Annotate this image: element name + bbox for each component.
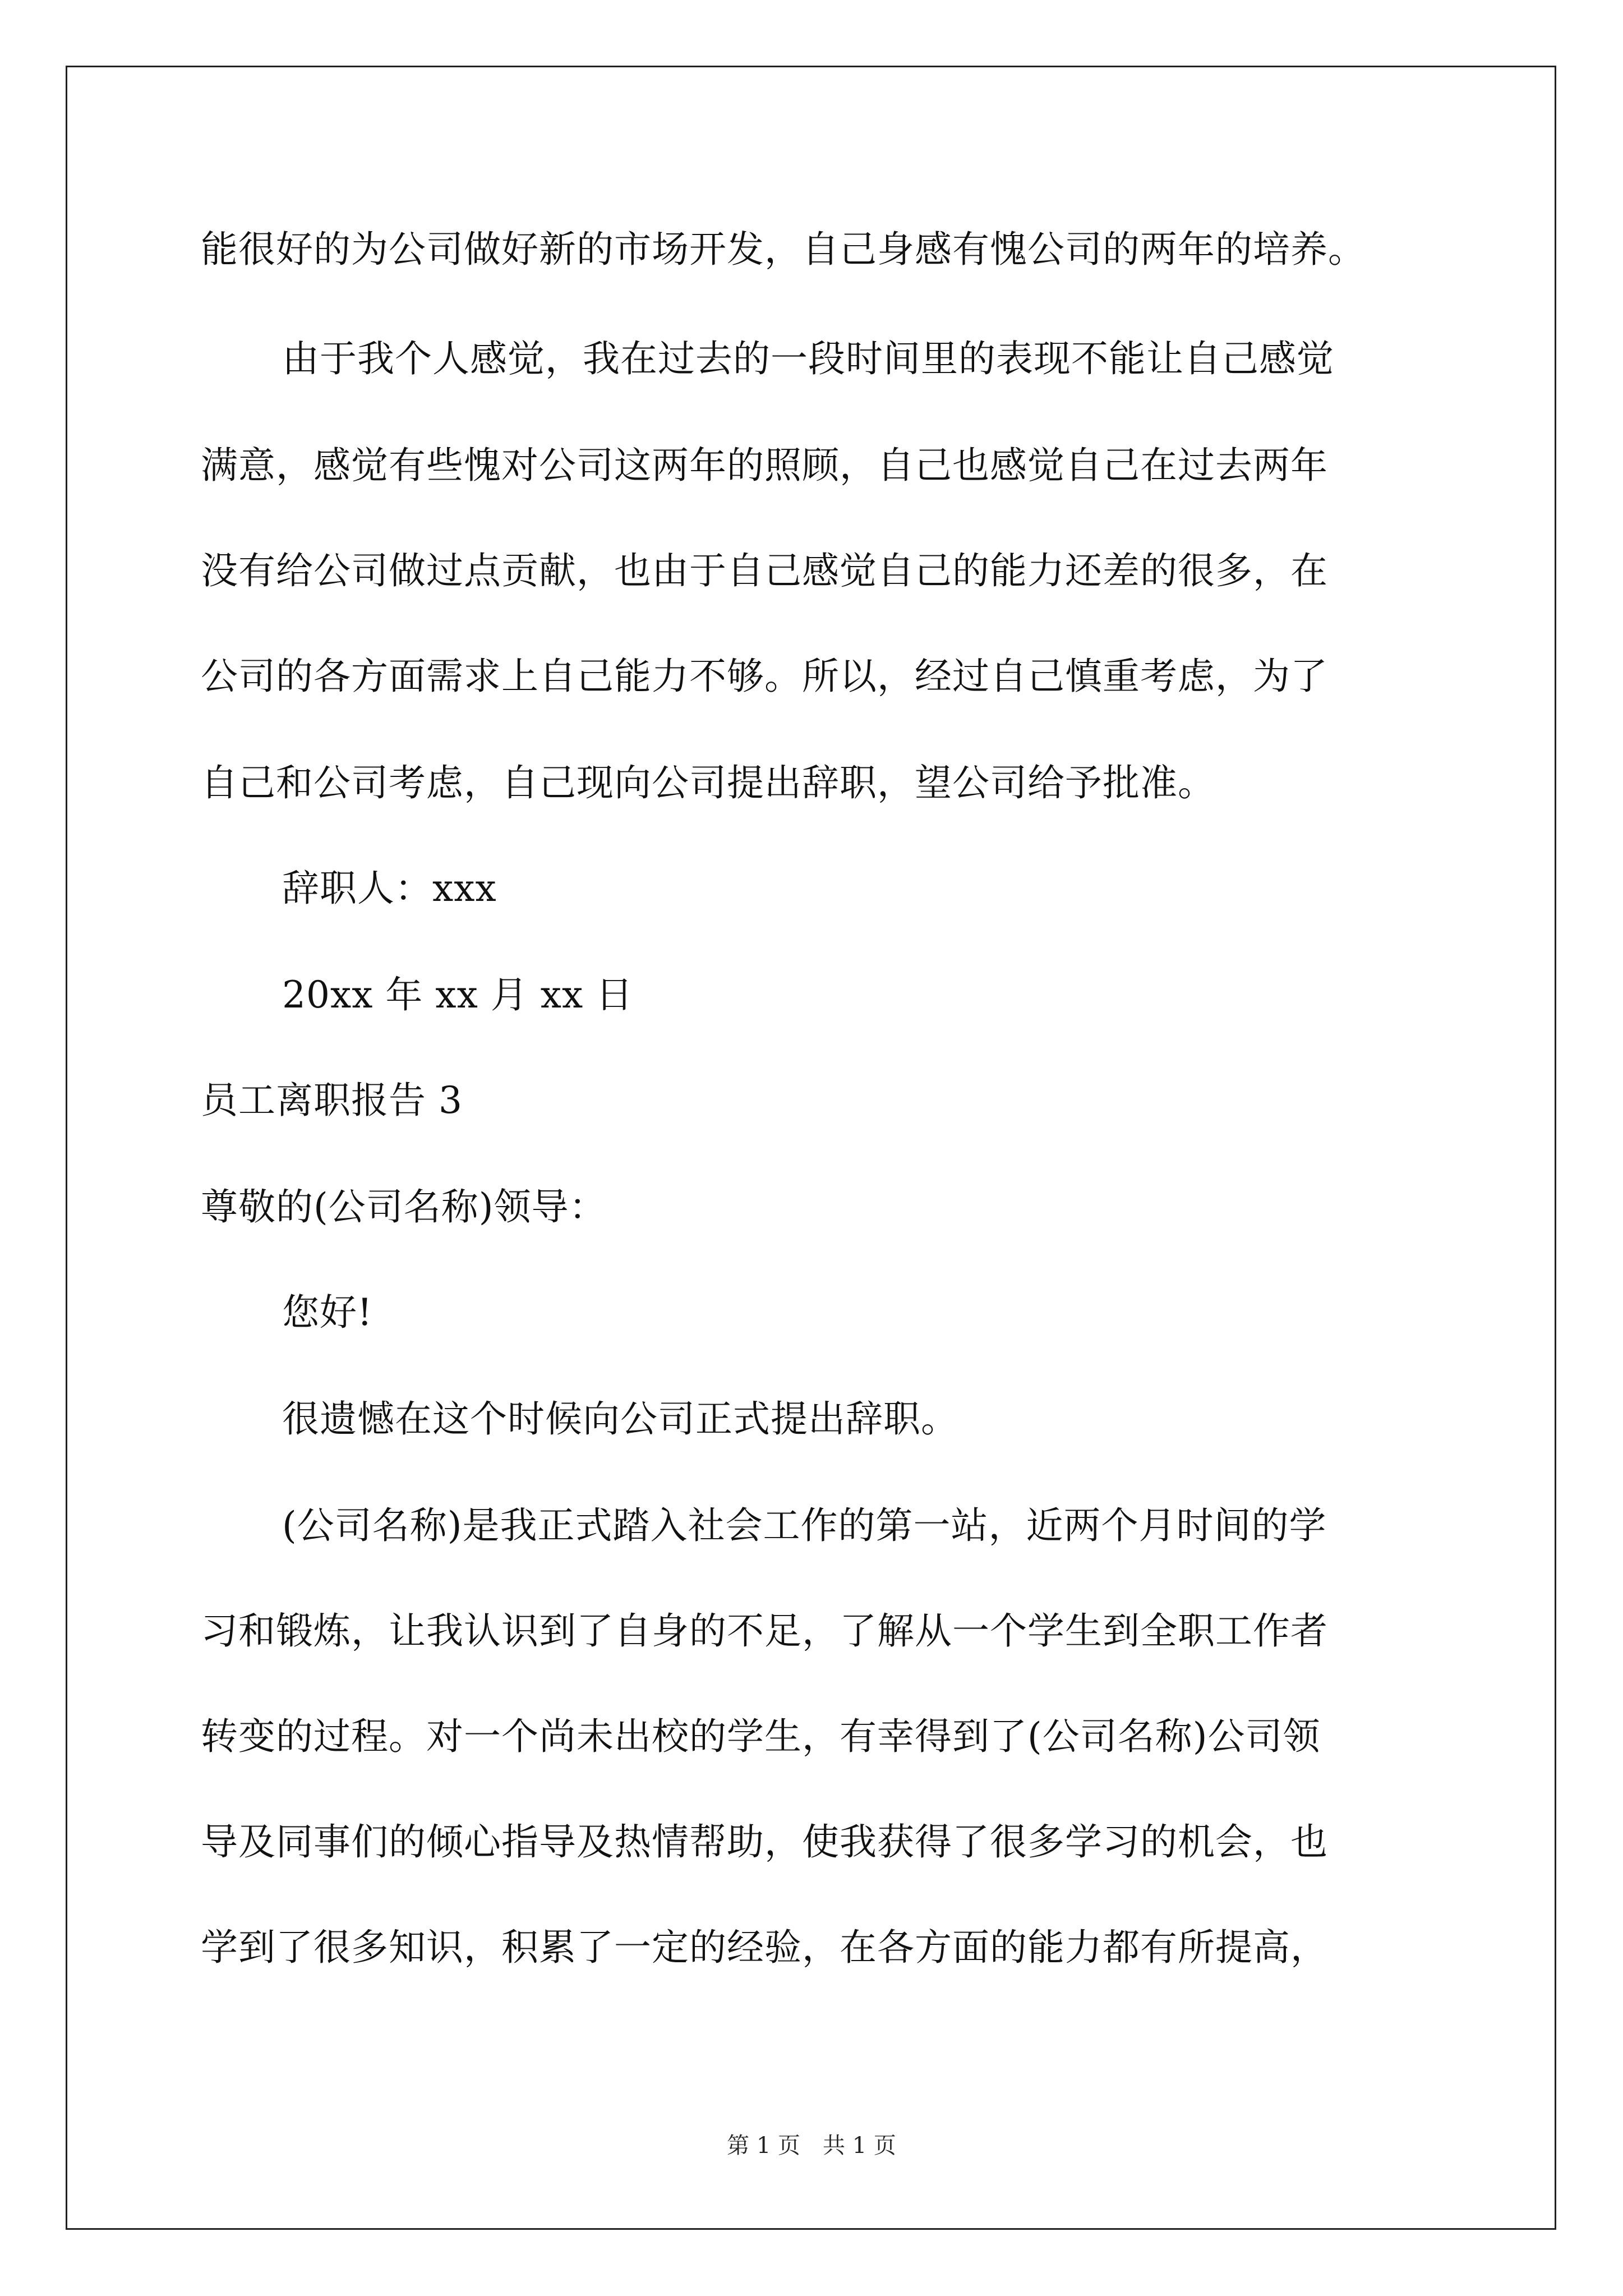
- text-line: 没有给公司做过点贡献，也由于自己感觉自己的能力还差的很多，在: [201, 549, 1328, 592]
- text-line: 转变的过程。对一个尚未出校的学生，有幸得到了(公司名称)公司领: [201, 1715, 1321, 1758]
- salutation: 尊敬的(公司名称)领导：: [201, 1185, 607, 1228]
- page-total: 共 1 页: [823, 2133, 896, 2159]
- text-line: 导及同事们的倾心指导及热情帮助，使我获得了很多学习的机会，也: [201, 1820, 1328, 1864]
- text-line: 能很好的为公司做好新的市场开发，自己身感有愧公司的两年的培养。: [201, 228, 1366, 271]
- text-line: 由于我个人感觉，我在过去的一段时间里的表现不能让自己感觉: [282, 337, 1334, 380]
- text-line: 满意，感觉有些愧对公司这两年的照顾，自己也感觉自己在过去两年: [201, 444, 1328, 487]
- date-line: 20xx 年 xx 月 xx 日: [282, 973, 634, 1016]
- text-line: 很遗憾在这个时候向公司正式提出辞职。: [282, 1397, 958, 1441]
- text-line: 习和锻炼，让我认识到了自身的不足，了解从一个学生到全职工作者: [201, 1609, 1328, 1653]
- page-number: 第 1 页: [727, 2133, 800, 2159]
- text-line: 公司的各方面需求上自己能力不够。所以，经过自己慎重考虑，为了: [201, 655, 1328, 698]
- page-border: [66, 66, 1556, 2230]
- greeting: 您好!: [282, 1291, 373, 1334]
- text-line: 学到了很多知识，积累了一定的经验，在各方面的能力都有所提高，: [201, 1926, 1328, 1969]
- page-footer: [0, 2132, 1623, 2160]
- signatory-line: 辞职人：xxx: [282, 867, 497, 910]
- section-heading: 员工离职报告 3: [201, 1079, 463, 1122]
- text-line: (公司名称)是我正式踏入社会工作的第一站，近两个月时间的学: [282, 1504, 1327, 1547]
- text-line: 自己和公司考虑，自己现向公司提出辞职，望公司给予批准。: [201, 761, 1215, 804]
